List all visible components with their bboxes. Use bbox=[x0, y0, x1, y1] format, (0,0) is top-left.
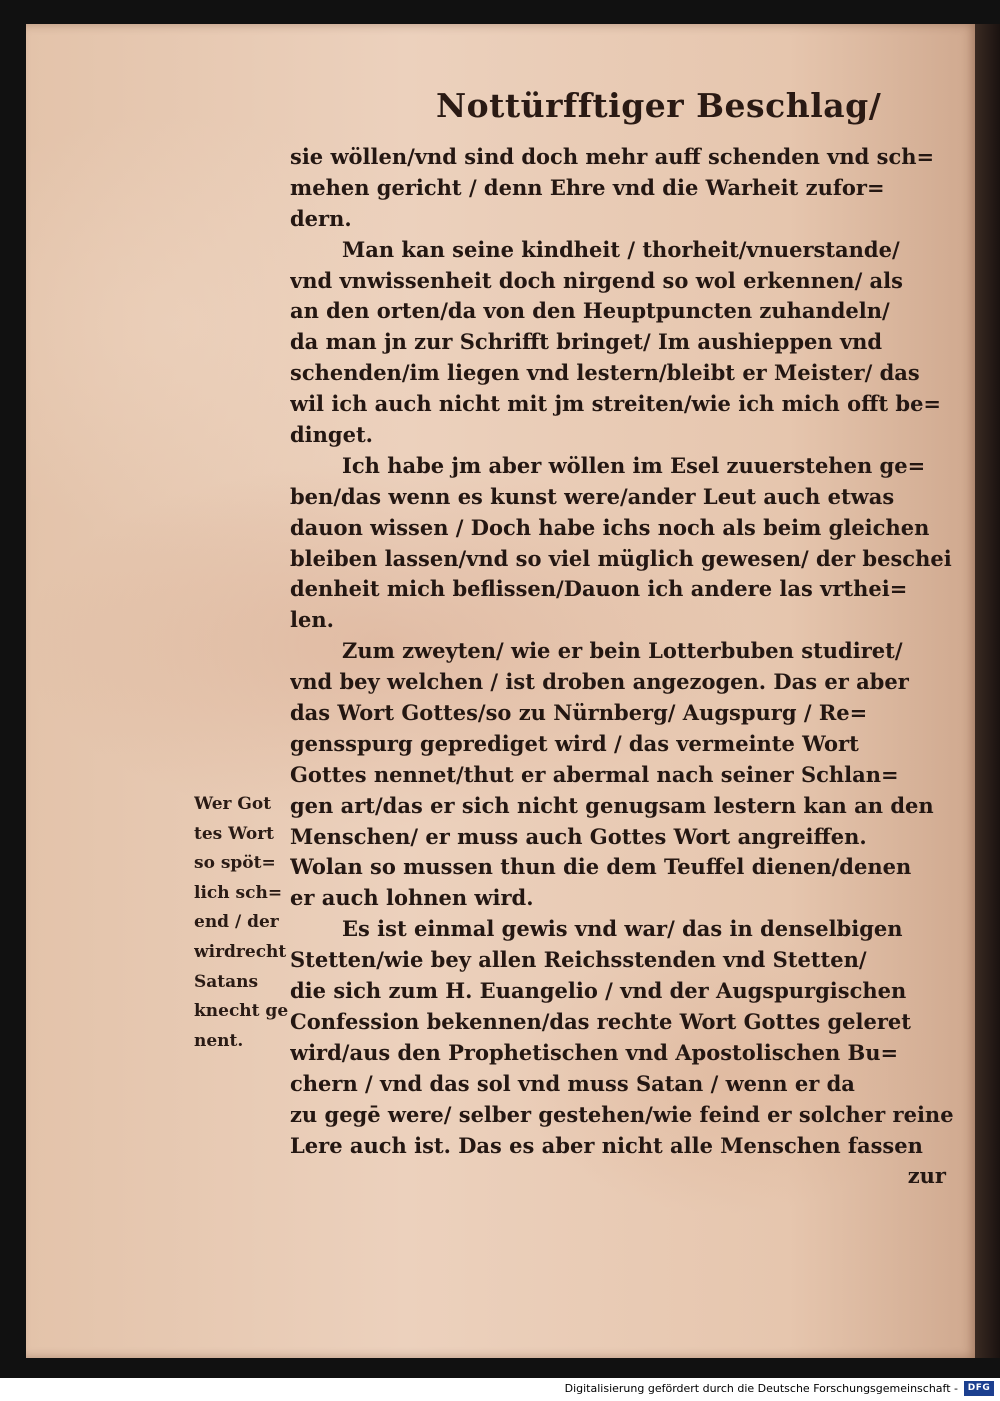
margin-note-line: lich sch= bbox=[194, 882, 283, 903]
text-line: die sich zum H. Euangelio / vnd der Augspurgischen bbox=[290, 978, 907, 1004]
text-line: er auch lohnen wird. bbox=[290, 885, 534, 911]
margin-note-line: wirdrecht bbox=[194, 941, 287, 962]
margin-note bbox=[194, 790, 290, 1056]
text-line: Zum zweyten/ wie er bein Lotterbuben studiret/ bbox=[342, 638, 903, 664]
text-line: ben/das wenn es kunst were/ander Leut auch etwas bbox=[290, 483, 895, 509]
margin-note-line: tes Wort bbox=[194, 823, 275, 844]
text-line: wird/aus den Prophetischen vnd Apostolischen Bu= bbox=[290, 1039, 899, 1065]
text-line: das Wort Gottes/so zu Nürnberg/ Augspurg / Re= bbox=[290, 700, 868, 726]
text-line: dern. bbox=[290, 205, 352, 231]
text-line: Ich habe jm aber wöllen im Esel zuuerstehen ge= bbox=[342, 452, 926, 478]
text-line: dauon wissen / Doch habe ichs noch als beim gleichen bbox=[290, 514, 930, 540]
funding-notice: Digitalisierung gefördert durch die Deutsche Forschungsgemeinschaft - bbox=[564, 1382, 958, 1395]
catchword: zur bbox=[907, 1163, 946, 1189]
text-line: sie wöllen/vnd sind doch mehr auff schenden vnd sch= bbox=[290, 144, 935, 169]
book-edge bbox=[975, 24, 1000, 1358]
text-line: Gottes nennet/thut er abermal nach seiner Schlan= bbox=[290, 761, 899, 787]
text-line: chern / vnd das sol vnd muss Satan / wenn er da bbox=[290, 1070, 855, 1096]
text-line: denheit mich beflissen/Dauon ich andere las vrthei= bbox=[290, 576, 908, 602]
margin-note-line: end / der bbox=[194, 912, 279, 933]
footer-bar bbox=[0, 1378, 1000, 1401]
margin-note-line: Satans bbox=[194, 971, 259, 992]
text-line: Menschen/ er muss auch Gottes Wort angreiffen. bbox=[290, 823, 867, 849]
body-text bbox=[290, 142, 954, 1192]
text-line: bleiben lassen/vnd so viel müglich gewesen/ der beschei bbox=[290, 545, 952, 571]
text-line: Lere auch ist. Das es aber nicht alle Menschen fassen bbox=[290, 1132, 923, 1158]
text-line: dinget. bbox=[290, 422, 373, 448]
text-line: gen art/das er sich nicht genugsam lestern kan an den bbox=[290, 792, 934, 818]
text-line: an den orten/da von den Heuptpuncten zuhandeln/ bbox=[290, 298, 890, 324]
text-line: schenden/im liegen vnd lestern/bleibt er Meister/ das bbox=[290, 360, 920, 386]
text-line: zu gegē were/ selber gestehen/wie feind er solcher reine bbox=[290, 1101, 954, 1127]
text-line: Stetten/wie bey allen Reichsstenden vnd Stetten/ bbox=[290, 947, 867, 973]
text-line: Wolan so mussen thun die dem Teuffel dienen/denen bbox=[290, 854, 912, 880]
text-line: wil ich auch nicht mit jm streiten/wie ich mich offt be= bbox=[290, 391, 942, 417]
text-line: Man kan seine kindheit / thorheit/vnuerstande/ bbox=[342, 236, 900, 262]
margin-note-line: nent. bbox=[194, 1030, 244, 1051]
text-line: vnd vnwissenheit doch nirgend so wol erkennen/ als bbox=[290, 267, 903, 293]
text-line: Confession bekennen/das rechte Wort Gottes geleret bbox=[290, 1008, 911, 1034]
text-line: vnd bey welchen / ist droben angezogen. Das er aber bbox=[290, 669, 909, 695]
text-line: len. bbox=[290, 607, 334, 633]
text-line: da man jn zur Schrifft bringet/ Im aushieppen vnd bbox=[290, 329, 883, 355]
dfg-logo: DFG bbox=[964, 1381, 994, 1396]
margin-note-line: so spöt= bbox=[194, 853, 276, 874]
text-line: Es ist einmal gewis vnd war/ das in denselbigen bbox=[342, 916, 903, 942]
text-line: mehen gericht / denn Ehre vnd die Warheit zufor= bbox=[290, 174, 885, 200]
margin-note-line: Wer Got bbox=[194, 794, 272, 814]
text-line: gensspurg geprediget wird / das vermeinte Wort bbox=[290, 730, 859, 756]
margin-note-line: knecht ge bbox=[194, 1001, 289, 1022]
running-head: Nottürfftiger Beschlag/ bbox=[436, 86, 882, 125]
